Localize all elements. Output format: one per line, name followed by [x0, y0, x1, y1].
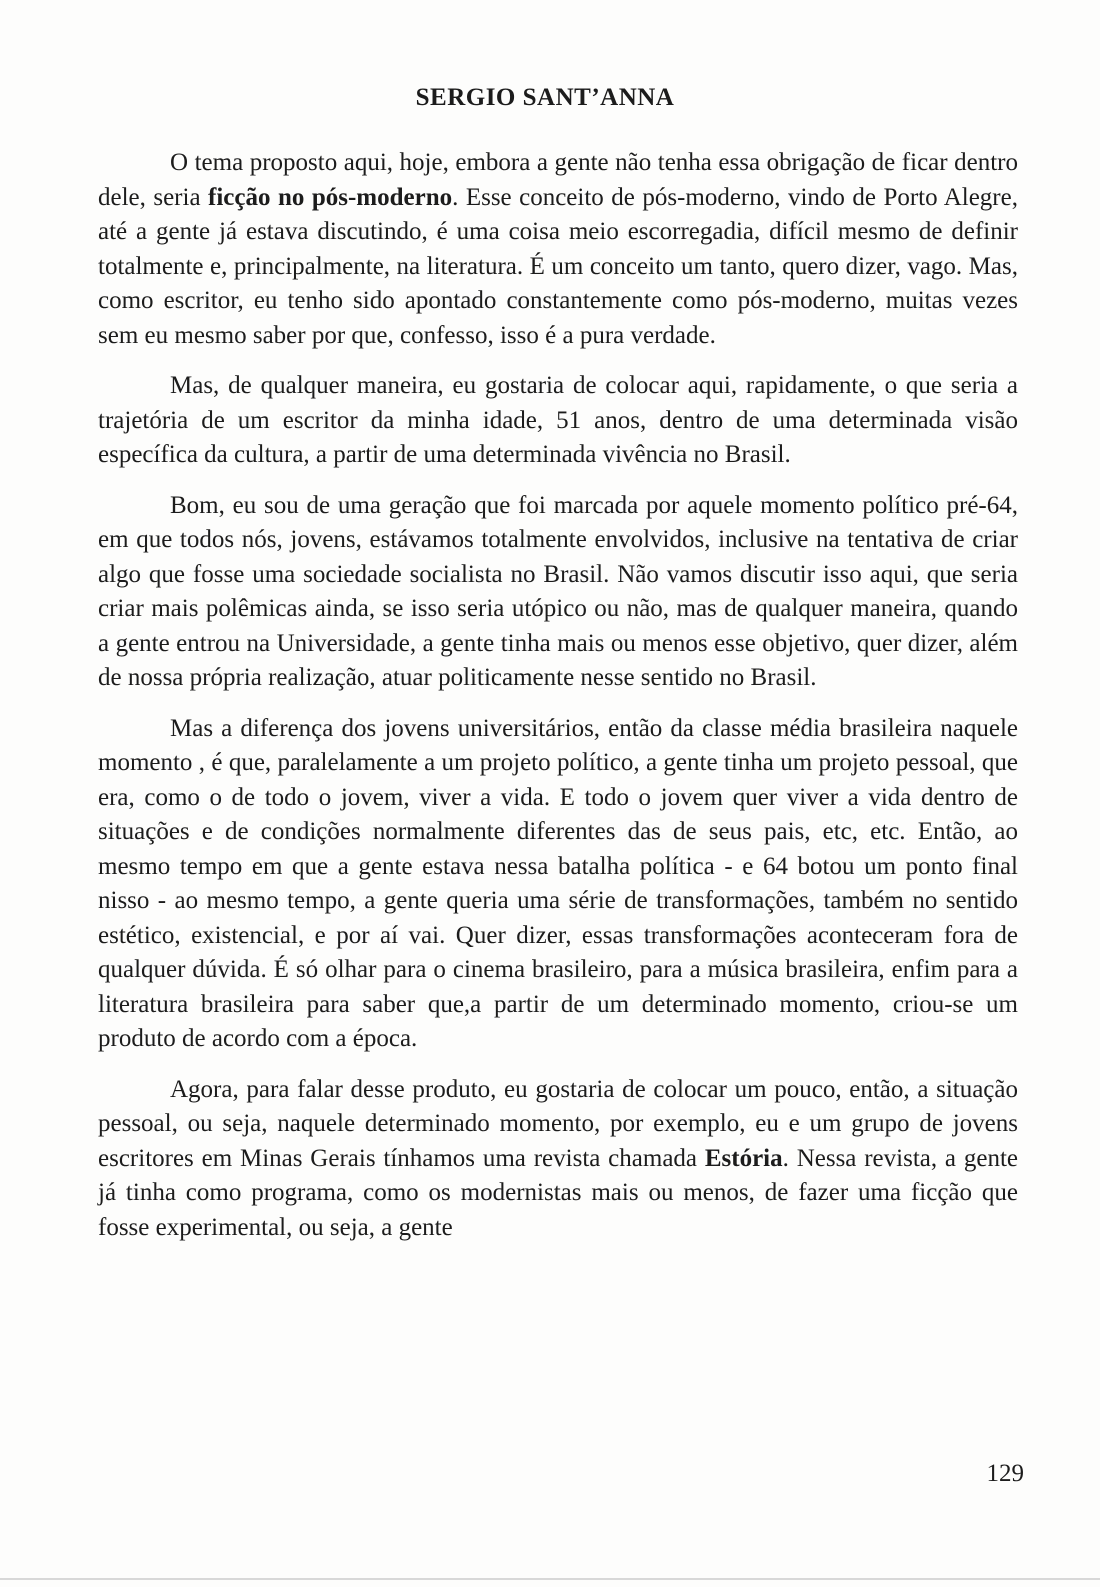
paragraph-3 [98, 489, 1018, 696]
body-text [98, 146, 1018, 1261]
page-edge-divider [0, 1578, 1100, 1580]
paragraph-1-text-end: . Esse conceito de pós-moderno, vindo de Porto Alegre, até a gente já estava discutindo, é uma coisa meio escorregadia, difícil mesmo de definir totalmente e, principalmente, na literatura. É um conceito um tanto, quero dizer, vago. Mas, como escritor, eu tenho sido apontado constantemente como pós-moderno, muitas vezes sem eu mesmo saber por que, confesso, isso é a pura verdade. [98, 183, 1018, 349]
paragraph-4-text: Mas a diferença dos jovens universitários, então da classe média brasileira naquele momento , é que, paralelamente a um projeto político, a gente tinha um projeto pessoal, que era, como o de todo o jovem, viver a vida. E todo o jovem quer viver a vida dentro de situações e de condições normalmente diferentes das de seus pais, etc, etc. Então, ao mesmo tempo em que a gente estava nessa batalha política - e 64 botou um ponto final nisso - ao mesmo tempo, a gente queria uma série de transformações, também no sentido estético, existencial, e por aí vai. Quer dizer, essas transformações aconteceram fora de qualquer dúvida. É só olhar para o cinema brasileiro, para a música brasileira, enfim para a literatura brasileira para saber que,a partir de um determinado momento, criou-se um produto de acordo com a época. [98, 714, 1018, 1052]
page-number: 129 [986, 1460, 1024, 1487]
paragraph-3-text: Bom, eu sou de uma geração que foi marcada por aquele momento político pré-64, em que todos nós, jovens, estávamos totalmente envolvidos, inclusive na tentativa de criar algo que fosse uma sociedade socialista no Brasil. Não vamos discutir isso aqui, que seria criar mais polêmicas ainda, se isso seria utópico ou não, mas de qualquer maneira, quando a gente entrou na Universidade, a gente tinha mais ou menos esse objetivo, quer dizer, além de nossa própria realização, atuar politicamente nesse sentido no Brasil. [98, 491, 1018, 691]
paragraph-2 [98, 369, 1018, 473]
paragraph-1-bold-term: ficção no pós-moderno [208, 183, 453, 211]
paragraph-5 [98, 1073, 1018, 1246]
paragraph-1-text-start: O tema proposto aqui, hoje, embora a gente não tenha essa obrigação de ficar dentro dele, seria [98, 149, 1018, 211]
paragraph-2-text: Mas, de qualquer maneira, eu gostaria de colocar aqui, rapidamente, o que seria a trajetória de um escritor da minha idade, 51 anos, dentro de uma determinada visão específica da cultura, a partir de uma determinada vivência no Brasil. [98, 372, 1018, 468]
paragraph-5-text-end: . Nessa revista, a gente já tinha como programa, como os modernistas mais ou menos, de fazer uma ficção que fosse experimental, ou seja, a gente [98, 1144, 1018, 1241]
paragraph-1 [98, 146, 1018, 353]
paragraph-5-bold-term: Estória [704, 1144, 783, 1172]
page-title: SERGIO SANT’ANNA [415, 84, 675, 111]
paragraph-5-text-start: Agora, para falar desse produto, eu gostaria de colocar um pouco, então, a situação pessoal, ou seja, naquele determinado momento, por exemplo, eu e um grupo de jovens escritores em Minas Gerais tínhamos uma revista chamada [98, 1075, 1018, 1172]
paragraph-4 [98, 712, 1018, 1057]
